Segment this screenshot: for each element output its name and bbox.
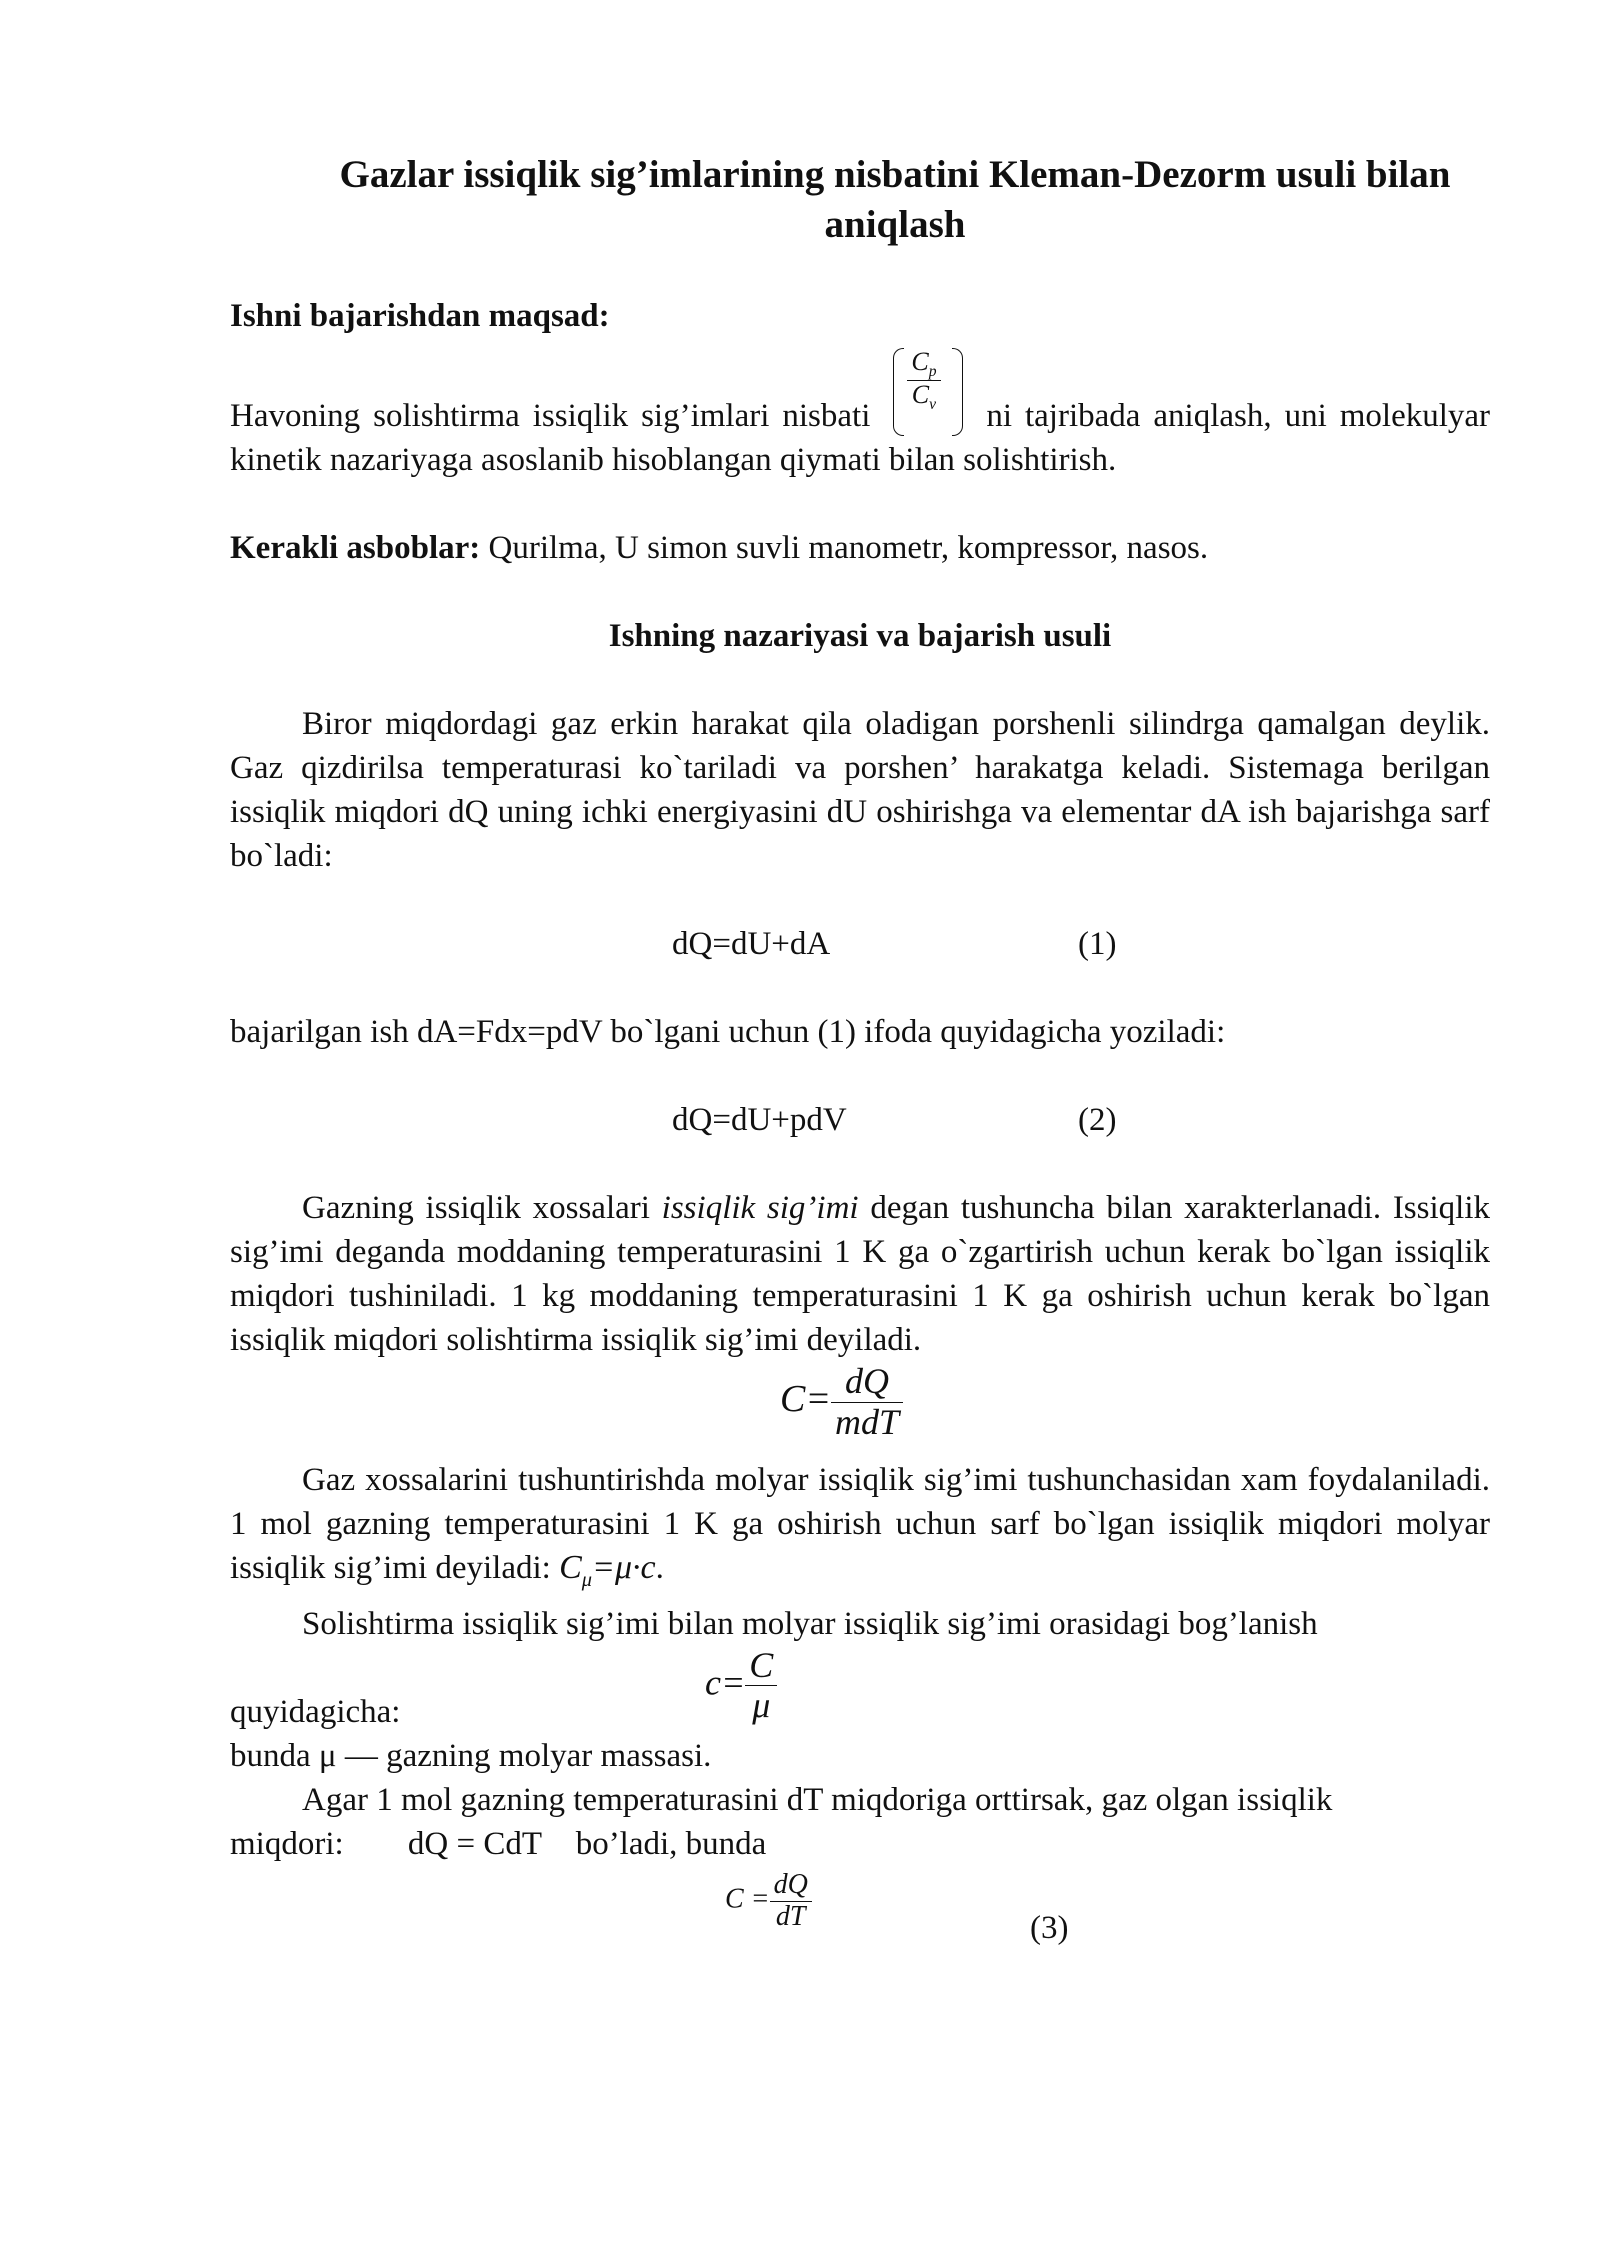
right-paren [952, 348, 963, 436]
paragraph-4: Gaz xossalarini tushuntirishda molyar issiqlik sig’imi tushunchasidan xam foydalaniladi. 1 mol gazning temperaturasini 1 K ga oshirish uchun sarf bo`lgan issiqlik miqdori molyar issiqlik sig’imi deyiladi: $C_\mu=\mu\cdot c$. [230, 1462, 1490, 1591]
aim-heading: Ishni bajarishdan maqsad: [230, 298, 610, 334]
paragraph-3-start: Gazning issiqlik xossalari [302, 1190, 662, 1226]
paragraph-3-rest: degan tushuncha bilan xarakterlanadi. Issiqlik sig’imi deganda moddaning temperaturasini 1 K ga o`zgartirish uchun kerak bo`lgan issiqlik miqdori tushiniladi. 1 kg moddaning temperaturasini 1 K ga oshirish uchun kerak bo`lgan issiqlik miqdori solishtirma issiqlik sig’imi deyiladi. [230, 1190, 1490, 1358]
paragraph-3 [230, 1186, 1490, 1362]
equipment-text: Qurilma, U simon suvli manometr, kompressor, nasos. [480, 530, 1209, 566]
equipment-line [230, 526, 1490, 570]
relation-line [230, 1646, 1490, 1734]
equation-3-formula: C = $\frac{dQ}{dT}$ [725, 1870, 812, 1933]
paragraph-5: Solishtirma issiqlik sig’imi bilan molyar issiqlik sig’imi orasidagi bog’lanish [302, 1605, 1318, 1642]
paragraph-7b: miqdori: dQ = CdT bo’ladi, bunda [230, 1825, 767, 1862]
paragraph-3-italic-term: issiqlik sig’imi [661, 1190, 859, 1226]
aim-paragraph [230, 346, 1490, 482]
equipment-label: Kerakli asboblar: [230, 530, 481, 566]
paragraph-7: Agar 1 mol gazning temperaturasini dT miqdoriga orttirsak, gaz olgan issiqlik [302, 1781, 1333, 1818]
formula-molar-heat: $C_\mu=\mu\cdot c$ [559, 1549, 656, 1591]
paragraph-1: Biror miqdordagi gaz erkin harakat qila oladigan porshenli silindrga qamalgan deylik. Gaz qizdirilsa temperaturasi ko`tariladi va porshen’ harakatga keladi. Sistemaga berilgan issiqlik miqdori dQ uning ichki energiyasini dU oshirishga va elementar dA ish bajarishga sarf bo`ladi: [230, 706, 1490, 874]
aim-text-before: Havoning solishtirma issiqlik sig’imlari nisbati [230, 398, 871, 434]
equation-2-number: (2) [1078, 1102, 1117, 1138]
paragraph-6: bunda μ — gazning molyar massasi. [230, 1737, 712, 1774]
cp-cv-ratio [893, 346, 963, 438]
formula-relation: c= $\frac{C}{\mu}$ [705, 1646, 777, 1726]
page-title: Gazlar issiqlik sig’imlarining nisbatini Kleman-Dezorm usuli bilan aniqlash [339, 153, 1451, 246]
formula-specific-heat-expr: C= $\frac{dQ}{\text{mdT}}$ [780, 1362, 903, 1442]
equation-3-number: (3) [1030, 1909, 1069, 1946]
paragraph-2: bajarilgan ish dA=Fdx=pdV bo`lgani uchun (1) ifoda quyidagicha yoziladi: [230, 1014, 1226, 1050]
document-page [230, 150, 1490, 1956]
paragraph-5b: quyidagicha: [230, 1693, 401, 1730]
aim-text-after: ni tajribada aniqlash, uni molekulyar kinetik nazariyaga asoslanib hisoblangan qiymati bilan solishtirish. [230, 398, 1491, 478]
equation-1-formula: dQ=dU+dA [672, 926, 831, 962]
equation-2-formula: dQ=dU+pdV [672, 1102, 847, 1138]
equation-2 [230, 1098, 1490, 1142]
equation-1 [230, 922, 1490, 966]
paragraph-4-text: Gaz xossalarini tushuntirishda molyar issiqlik sig’imi tushunchasidan xam foydalaniladi. 1 mol gazning temperaturasini 1 K ga oshirish uchun sarf bo`lgan issiqlik miqdori molyar issiqlik sig’imi deyiladi: [230, 1462, 1490, 1586]
section-heading: Ishning nazariyasi va bajarish usuli [608, 618, 1112, 654]
equation-1-number: (1) [1078, 926, 1117, 962]
ratio-fraction: $\frac{C_p}{C_v}$ [907, 348, 940, 414]
formula-specific-heat [230, 1362, 1490, 1458]
left-paren [893, 348, 904, 436]
equation-3 [230, 1866, 1490, 1956]
